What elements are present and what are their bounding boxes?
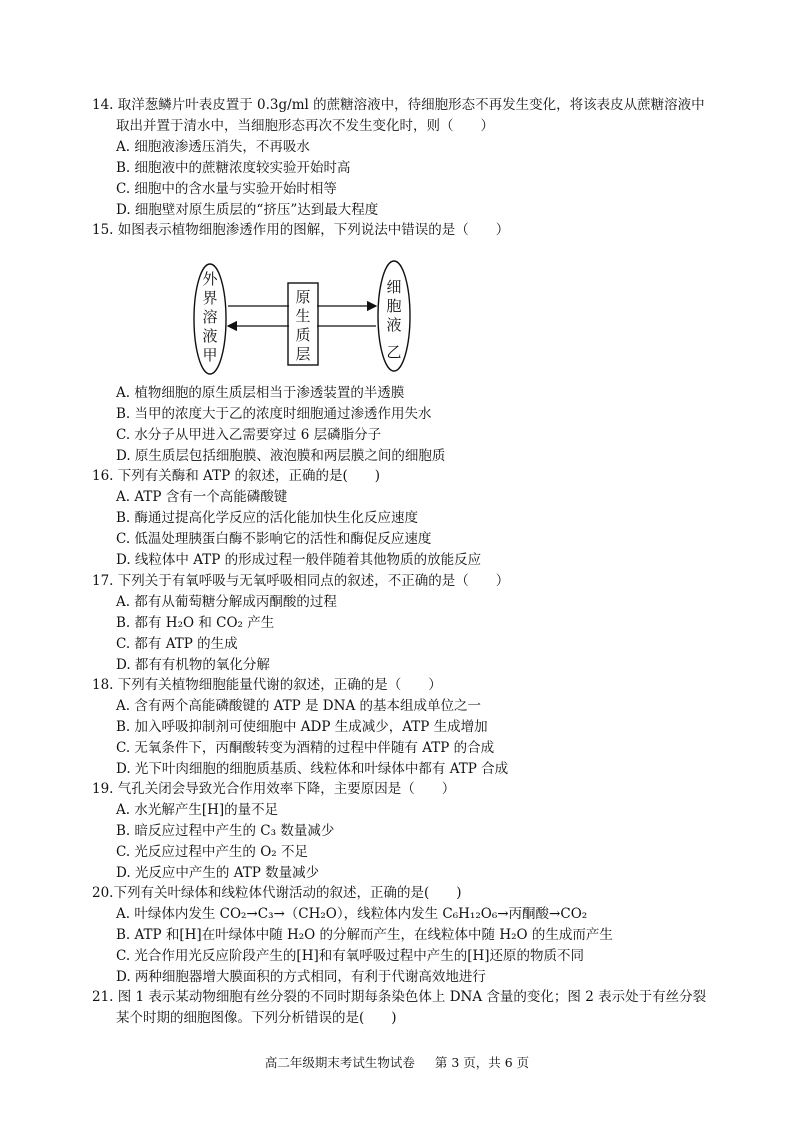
question-stem: 19. 气孔关闭会导致光合作用效率下降，主要原因是（ ） <box>92 781 456 797</box>
question-16 <box>92 466 712 571</box>
outer-solution-char: 外 <box>202 270 218 288</box>
option-d: D. 细胞壁对原生质层的“挤压”达到最大程度 <box>116 202 379 218</box>
option-d: D. 两种细胞器增大膜面积的方式相同，有利于代谢高效地进行 <box>116 969 486 985</box>
option-d: D. 线粒体中 ATP 的形成过程一般伴随着其他物质的放能反应 <box>116 552 482 568</box>
cell-sap-char: 细 <box>386 278 402 296</box>
option-c: C. 细胞中的含水量与实验开始时相等 <box>116 181 337 197</box>
cell-sap-char: 液 <box>386 316 402 334</box>
option-d: D. 光反应中产生的 ATP 数量减少 <box>116 865 320 881</box>
question-14 <box>92 95 712 221</box>
outer-solution-char: 界 <box>202 289 218 307</box>
option-a: A. 植物细胞的原生质层相当于渗透装置的半透膜 <box>116 385 405 401</box>
option-d: D. 原生质层包括细胞膜、液泡膜和两层膜之间的细胞质 <box>116 448 446 464</box>
question-21 <box>92 987 712 1029</box>
question-stem: 17. 下列关于有氧呼吸与无氧呼吸相同点的叙述，不正确的是（ ） <box>92 573 510 589</box>
option-c: C. 都有 ATP 的生成 <box>116 636 238 652</box>
question-17 <box>92 571 712 676</box>
question-15-options <box>92 383 712 467</box>
question-stem: 21. 图 1 表示某动物细胞有丝分裂的不同时期每条染色体上 DNA 含量的变化；图 2 表示处于有丝分裂某个时期的细胞图像。下列分析错误的是( ) <box>92 989 707 1026</box>
question-15 <box>92 220 712 241</box>
option-b: B. 都有 H₂O 和 CO₂ 产生 <box>116 615 275 631</box>
question-stem: 15. 如图表示植物细胞渗透作用的图解，下列说法中错误的是（ ） <box>92 222 510 238</box>
option-b: B. 加入呼吸抑制剂可使细胞中 ADP 生成减少，ATP 生成增加 <box>116 719 488 735</box>
option-a: A. 水光解产生[H]的量不足 <box>116 802 279 818</box>
option-b: B. 当甲的浓度大于乙的浓度时细胞通过渗透作用失水 <box>116 406 432 422</box>
option-b: B. 酶通过提高化学反应的活化能加快生化反应速度 <box>116 510 419 526</box>
page-number: 第 3 页，共 6 页 <box>434 1055 530 1070</box>
option-a: A. ATP 含有一个高能磷酸键 <box>116 489 288 505</box>
option-a: A. 都有从葡萄糖分解成丙酮酸的过程 <box>116 594 337 610</box>
option-a: A. 含有两个高能磷酸键的 ATP 是 DNA 的基本组成单位之一 <box>116 698 481 714</box>
option-c: C. 无氧条件下，丙酮酸转变为酒精的过程中伴随有 ATP 的合成 <box>116 740 495 756</box>
osmosis-diagram <box>192 260 416 378</box>
option-c: C. 光反应过程中产生的 O₂ 不足 <box>116 844 308 860</box>
question-stem: 20.下列有关叶绿体和线粒体代谢活动的叙述，正确的是( ) <box>92 885 462 901</box>
question-18 <box>92 675 712 780</box>
protoplast-char: 质 <box>295 326 311 344</box>
option-a: A. 细胞液渗透压消失，不再吸水 <box>116 139 310 155</box>
outer-solution-char: 液 <box>202 327 218 345</box>
question-19 <box>92 779 712 884</box>
cell-sap-char: 胞 <box>386 297 402 315</box>
option-a: A. 叶绿体内发生 CO₂→C₃→（CH₂O），线粒体内发生 C₆H₁₂O₆→丙酮酸→CO₂ <box>116 906 588 922</box>
outer-solution-char: 溶 <box>202 308 218 326</box>
page-footer <box>0 1053 794 1071</box>
cell-sap-char: 乙 <box>386 343 402 361</box>
option-d: D. 都有有机物的氧化分解 <box>116 657 270 673</box>
question-stem: 18. 下列有关植物细胞能量代谢的叙述，正确的是（ ） <box>92 677 442 693</box>
option-c: C. 低温处理胰蛋白酶不影响它的活性和酶促反应速度 <box>116 531 432 547</box>
option-c: C. 水分子从甲进入乙需要穿过 6 层磷脂分子 <box>116 427 382 443</box>
option-d: D. 光下叶肉细胞的细胞质基质、线粒体和叶绿体中都有 ATP 合成 <box>116 761 509 777</box>
protoplast-char: 生 <box>295 307 311 325</box>
option-b: B. ATP 和[H]在叶绿体中随 H₂O 的分解而产生，在线粒体中随 H₂O 的生成而产生 <box>116 927 613 943</box>
question-stem: 14. 取洋葱鳞片叶表皮置于 0.3g/ml 的蔗糖溶液中，待细胞形态不再发生变化，将该表皮从蔗糖溶液中取出并置于清水中，当细胞形态再次不发生变化时，则（ ） <box>92 97 705 134</box>
option-b: B. 细胞液中的蔗糖浓度较实验开始时高 <box>116 160 351 176</box>
question-stem: 16. 下列有关酶和 ATP 的叙述，正确的是( ) <box>92 468 380 484</box>
option-b: B. 暗反应过程中产生的 C₃ 数量减少 <box>116 823 335 839</box>
outer-solution-char: 甲 <box>202 346 218 364</box>
protoplast-char: 原 <box>295 288 311 306</box>
exam-title: 高二年级期末考试生物试卷 <box>264 1055 415 1070</box>
question-20 <box>92 883 712 988</box>
protoplast-char: 层 <box>295 345 311 363</box>
option-c: C. 光合作用光反应阶段产生的[H]和有氧呼吸过程中产生的[H]还原的物质不同 <box>116 948 585 964</box>
